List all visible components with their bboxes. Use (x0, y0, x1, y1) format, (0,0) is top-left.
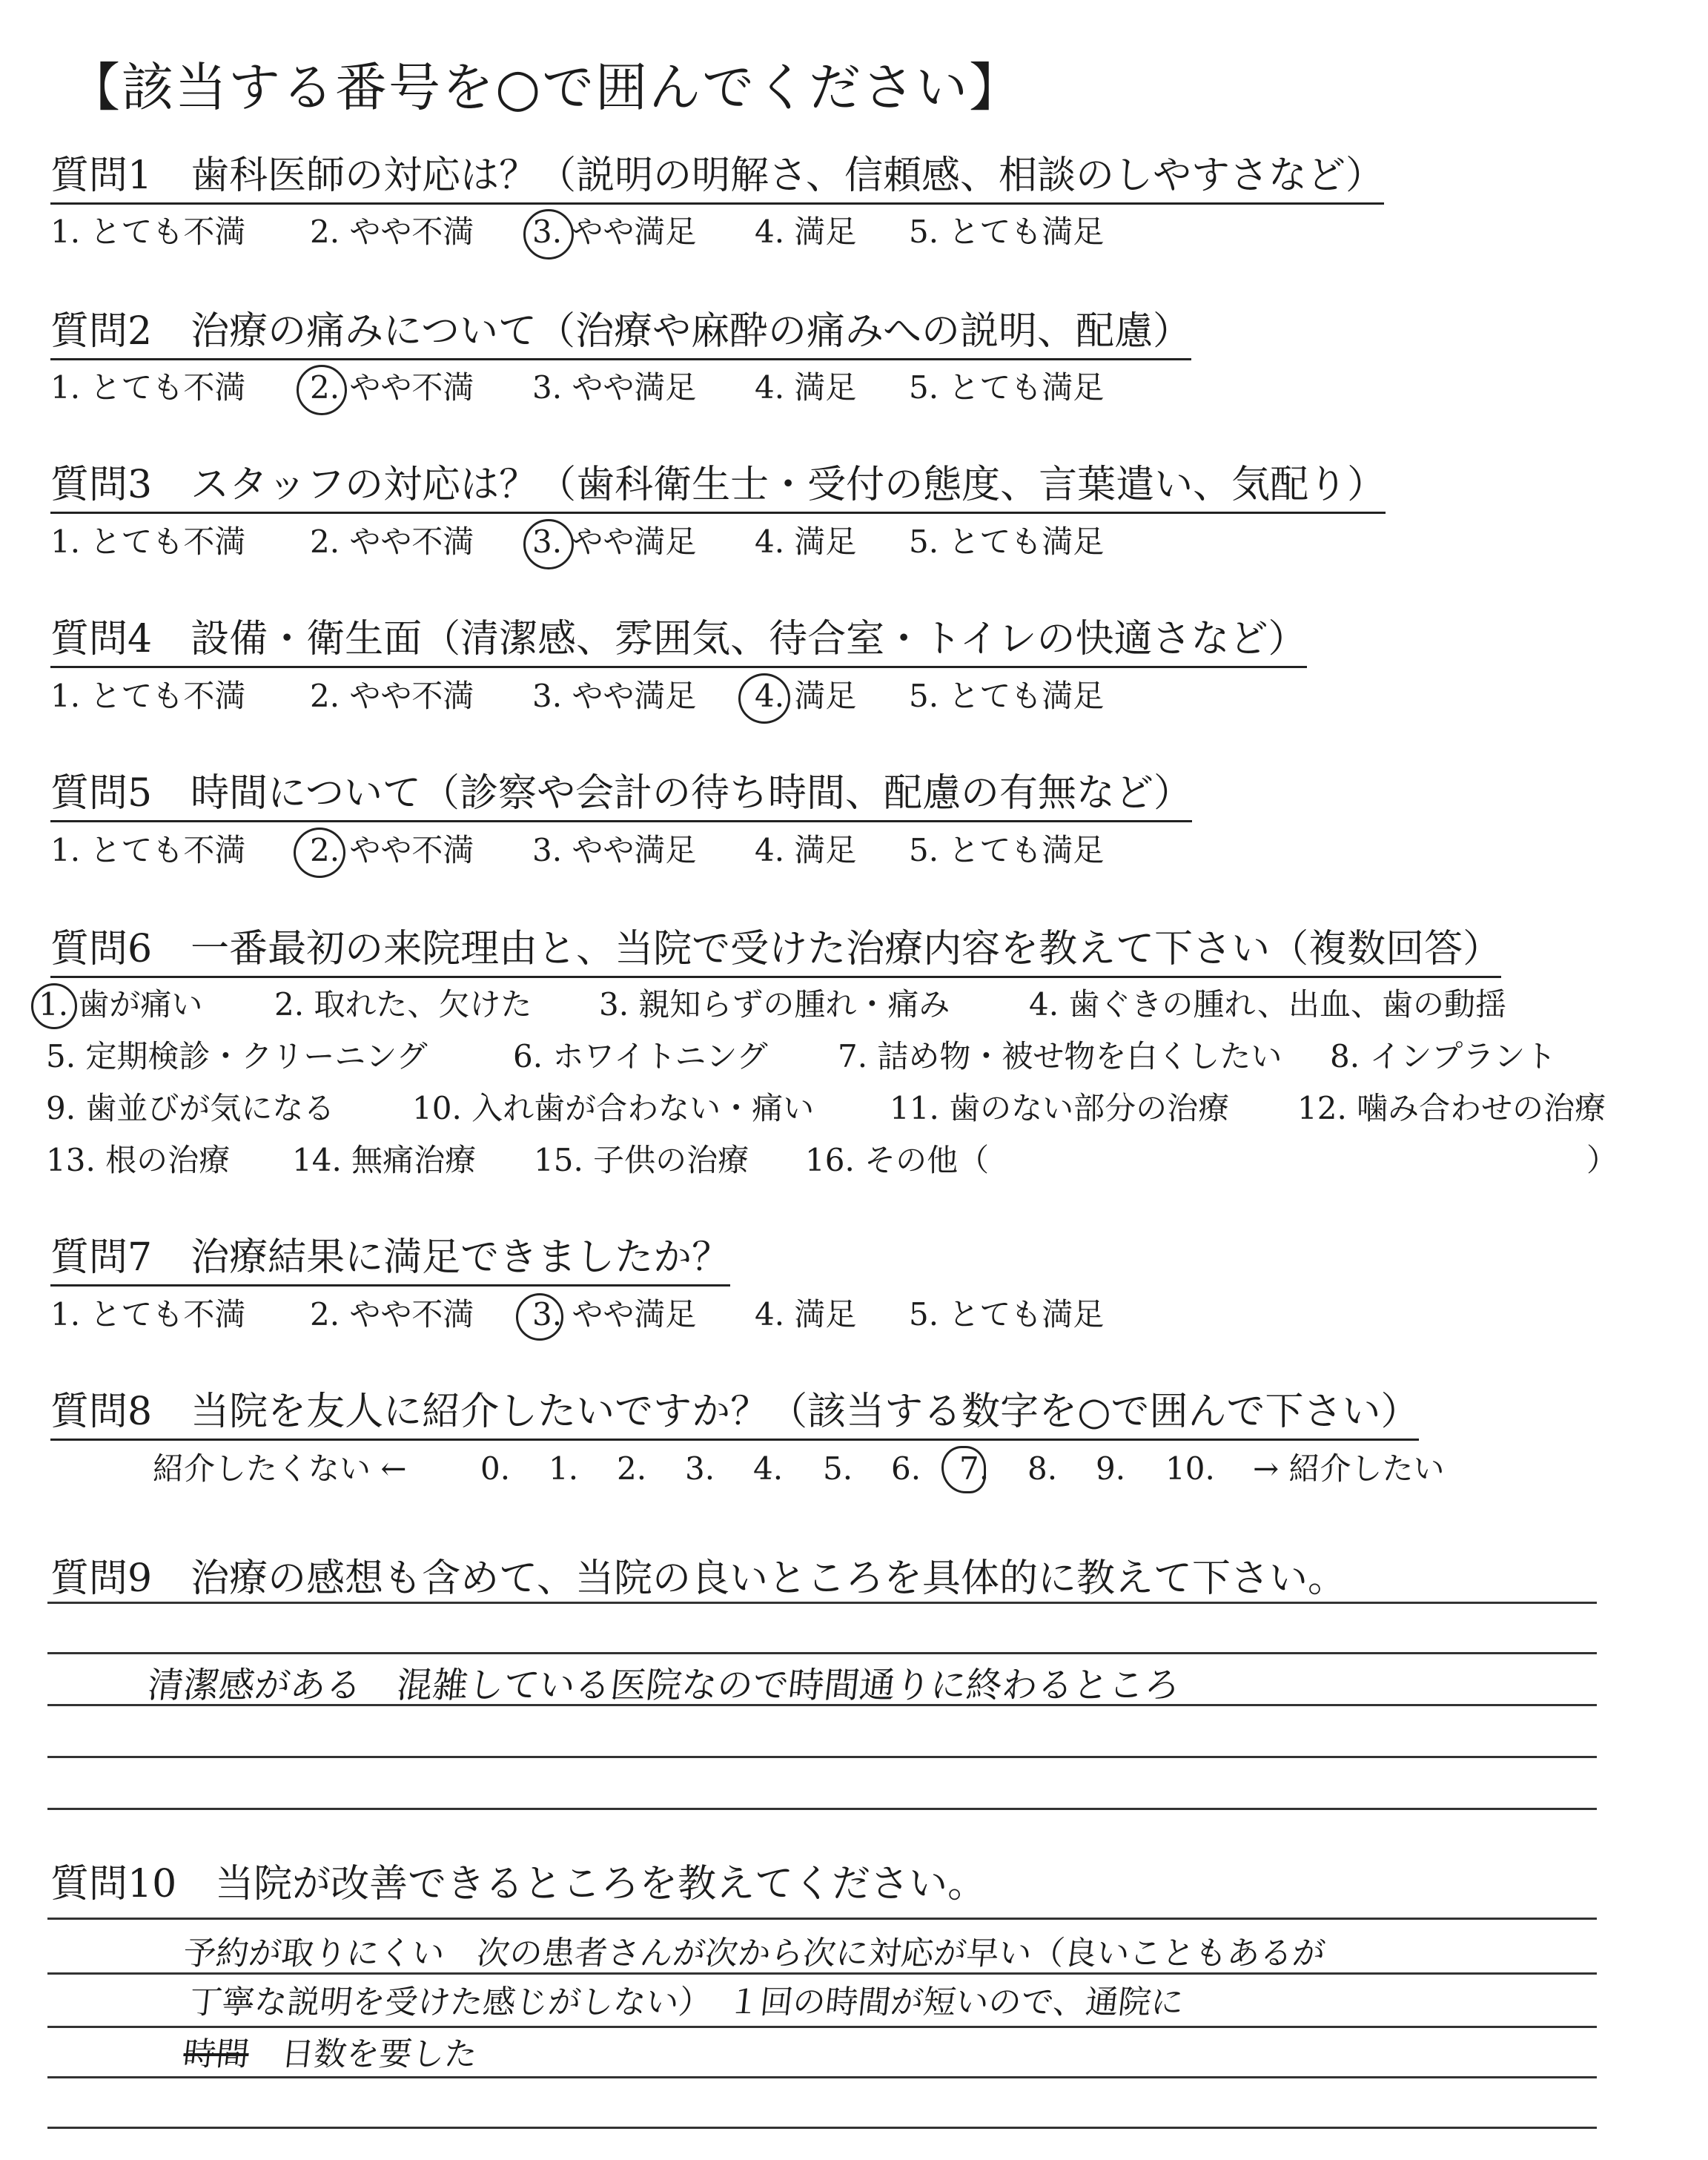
q7-option-2[interactable]: 2. やや不満 (310, 1296, 474, 1332)
q10-answer-line-3[interactable] (182, 2027, 480, 2075)
q6-option-15[interactable]: 15. 子供の治療 (534, 1142, 749, 1178)
q3-option-3[interactable]: 3. やや満足 (532, 524, 697, 560)
q6-option-11[interactable]: 11. 歯のない部分の治療 (890, 1090, 1230, 1126)
q4-option-4[interactable]: 4. 満足 (755, 678, 857, 714)
q3-option-1[interactable]: 1. とても不満 (50, 524, 246, 560)
q5-option-3[interactable]: 3. やや満足 (532, 832, 697, 868)
q6-title: 質問6 一番最初の来院理由と、当院で受けた治療内容を教えて下さい（複数回答） (50, 925, 1501, 978)
q8-left-label: 紹介したくない ← (153, 1450, 407, 1487)
q9-line-5 (47, 1808, 1597, 1810)
q6-option-13[interactable]: 13. 根の治療 (46, 1142, 231, 1178)
q8-option-1[interactable]: 1. (549, 1450, 579, 1487)
page-header: 【該当する番号を○で囲んでください】 (68, 57, 1023, 118)
q6-selection-circle (31, 983, 77, 1029)
q8-option-6[interactable]: 6. (891, 1450, 921, 1487)
q3-selection-circle (523, 519, 574, 569)
q8-option-10[interactable]: 10. (1165, 1450, 1215, 1487)
q5-option-1[interactable]: 1. とても不満 (50, 832, 246, 868)
q9-line-4 (47, 1756, 1597, 1758)
q4-option-1[interactable]: 1. とても不満 (50, 678, 246, 714)
q10-line-1 (47, 1918, 1597, 1920)
q9-answer-line-1[interactable]: 清潔感がある 混雑している医院なので時間通りに終わるところ (145, 1665, 1182, 1706)
q6-option-1[interactable]: 1. 歯が痛い (39, 986, 203, 1023)
q8-right-label: → 紹介したい (1253, 1450, 1445, 1487)
q7-option-3[interactable]: 3. やや満足 (532, 1296, 697, 1332)
q6-option-2[interactable]: 2. 取れた、欠けた (274, 986, 532, 1023)
q2-title: 質問2 治療の痛みについて（治療や麻酔の痛みへの説明、配慮） (50, 308, 1191, 360)
q4-selection-circle (738, 673, 790, 724)
q1-option-2[interactable]: 2. やや不満 (310, 214, 474, 250)
q10-title: 質問10 当院が改善できるところを教えてください。 (50, 1862, 987, 1906)
q2-selection-circle (297, 365, 347, 415)
q7-option-4[interactable]: 4. 満足 (755, 1296, 857, 1332)
q5-option-5[interactable]: 5. とても満足 (909, 832, 1105, 868)
q10-struck-word: 時間 (181, 2035, 251, 2073)
q1-option-3[interactable]: 3. やや満足 (532, 214, 697, 250)
q6-option-4[interactable]: 4. 歯ぐきの腫れ、出血、歯の動揺 (1029, 986, 1506, 1023)
q7-option-1[interactable]: 1. とても不満 (50, 1296, 246, 1332)
q3-option-5[interactable]: 5. とても満足 (909, 524, 1105, 560)
q7-option-5[interactable]: 5. とても満足 (909, 1296, 1105, 1332)
q3-title: 質問3 スタッフの対応は？（歯科衛生士・受付の態度、言葉遣い、気配り） (50, 461, 1386, 514)
q10-line-5 (47, 2127, 1597, 2129)
q7-selection-circle (516, 1293, 563, 1341)
q8-option-7[interactable]: 7. (959, 1450, 990, 1487)
q2-option-1[interactable]: 1. とても不満 (50, 369, 246, 406)
q8-option-9[interactable]: 9. (1096, 1450, 1126, 1487)
q2-option-3[interactable]: 3. やや満足 (532, 369, 697, 406)
q8-selection-circle (941, 1446, 986, 1493)
q1-option-5[interactable]: 5. とても満足 (909, 214, 1105, 250)
q6-option-3[interactable]: 3. 親知らずの腫れ・痛み (599, 986, 950, 1023)
q4-title: 質問4 設備・衛生面（清潔感、雰囲気、待合室・トイレの快適さなど） (50, 615, 1307, 668)
q1-title: 質問1 歯科医師の対応は？（説明の明解さ、信頼感、相談のしやすさなど） (50, 152, 1384, 205)
q10-answer-line-2[interactable]: 丁寧な説明を受けた感じがしない） １回の時間が短いので、通院に (187, 1984, 1186, 2021)
q7-title: 質問7 治療結果に満足できましたか？ (50, 1234, 730, 1287)
q8-option-2[interactable]: 2. (617, 1450, 647, 1487)
q4-option-2[interactable]: 2. やや不満 (310, 678, 474, 714)
q8-option-5[interactable]: 5. (823, 1450, 853, 1487)
q9-line-1 (47, 1602, 1597, 1604)
q4-option-3[interactable]: 3. やや満足 (532, 678, 697, 714)
q6-option-8[interactable]: 8. インプラント (1330, 1038, 1557, 1074)
q2-option-5[interactable]: 5. とても満足 (909, 369, 1105, 406)
q3-option-4[interactable]: 4. 満足 (755, 524, 857, 560)
q6-option-10[interactable]: 10. 入れ歯が合わない・痛い (412, 1090, 815, 1126)
q10-answer-line-1[interactable]: 予約が取りにくい 次の患者さんが次から次に対応が早い（良いこともあるが (181, 1935, 1328, 1972)
q8-option-8[interactable]: 8. (1027, 1450, 1058, 1487)
q8-option-4[interactable]: 4. (753, 1450, 784, 1487)
q2-option-2[interactable]: 2. やや不満 (310, 369, 474, 406)
q6-option-16[interactable]: 16. その他（ (805, 1142, 990, 1178)
q8-option-0[interactable]: 0. (480, 1450, 511, 1487)
q9-line-2 (47, 1652, 1597, 1654)
q8-option-3[interactable]: 3. (685, 1450, 715, 1487)
q6-option-14[interactable]: 14. 無痛治療 (292, 1142, 477, 1178)
q6-other-close-paren: ） (1586, 1142, 1618, 1178)
q1-selection-circle (523, 209, 574, 260)
q3-option-2[interactable]: 2. やや不満 (310, 524, 474, 560)
q1-option-4[interactable]: 4. 満足 (755, 214, 857, 250)
q2-option-4[interactable]: 4. 満足 (755, 369, 857, 406)
q5-option-2[interactable]: 2. やや不満 (310, 832, 474, 868)
q6-option-9[interactable]: 9. 歯並びが気になる (46, 1090, 335, 1126)
q9-title: 質問9 治療の感想も含めて、当院の良いところを具体的に教えて下さい。 (50, 1556, 1347, 1601)
q6-option-12[interactable]: 12. 噛み合わせの治療 (1297, 1090, 1606, 1126)
q1-option-1[interactable]: 1. とても不満 (50, 214, 246, 250)
q5-option-4[interactable]: 4. 満足 (755, 832, 857, 868)
q6-option-5[interactable]: 5. 定期検診・クリーニング (46, 1038, 428, 1074)
q4-option-5[interactable]: 5. とても満足 (909, 678, 1105, 714)
q6-option-6[interactable]: 6. ホワイトニング (513, 1038, 768, 1074)
q10-answer-line-3-text: 日数を要した (279, 2035, 480, 2073)
q8-title: 質問8 当院を友人に紹介したいですか？（該当する数字を○で囲んで下さい） (50, 1388, 1419, 1441)
q10-line-4 (47, 2076, 1597, 2078)
q5-title: 質問5 時間について（診察や会計の待ち時間、配慮の有無など） (50, 770, 1192, 822)
q6-option-7[interactable]: 7. 詰め物・被せ物を白くしたい (838, 1038, 1282, 1074)
q5-selection-circle (294, 828, 345, 878)
